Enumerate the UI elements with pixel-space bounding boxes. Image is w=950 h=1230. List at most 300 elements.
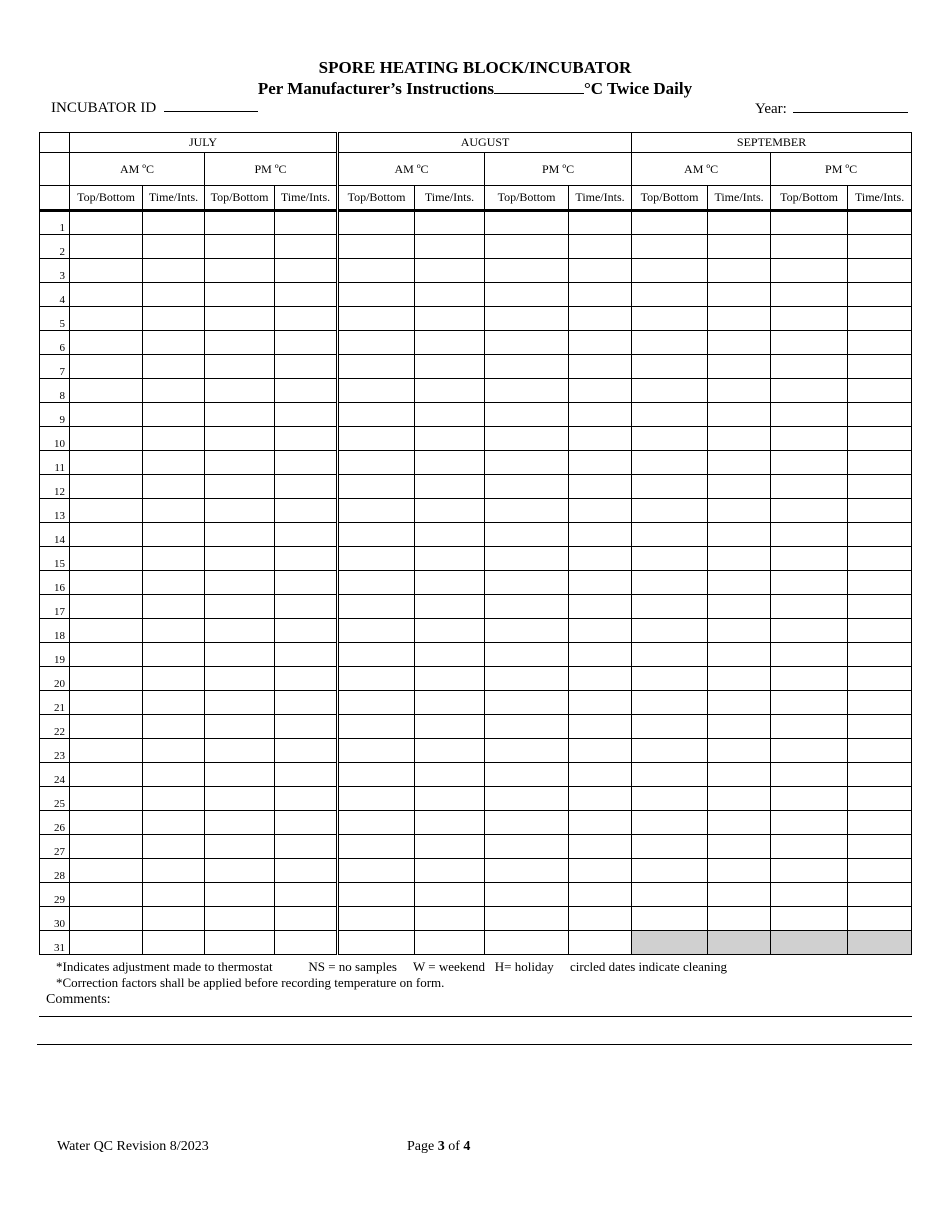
entry-cell[interactable] bbox=[485, 427, 569, 451]
entry-cell[interactable] bbox=[485, 331, 569, 355]
entry-cell[interactable] bbox=[205, 667, 275, 691]
entry-cell[interactable] bbox=[415, 691, 485, 715]
entry-cell[interactable] bbox=[143, 931, 205, 955]
entry-cell[interactable] bbox=[275, 331, 338, 355]
entry-cell[interactable] bbox=[771, 475, 848, 499]
entry-cell[interactable] bbox=[143, 595, 205, 619]
entry-cell[interactable] bbox=[415, 403, 485, 427]
entry-cell[interactable] bbox=[338, 403, 415, 427]
entry-cell[interactable] bbox=[771, 211, 848, 235]
entry-cell[interactable] bbox=[338, 259, 415, 283]
entry-cell[interactable] bbox=[70, 427, 143, 451]
entry-cell[interactable] bbox=[708, 763, 771, 787]
entry-cell[interactable] bbox=[143, 451, 205, 475]
entry-cell[interactable] bbox=[632, 715, 708, 739]
entry-cell[interactable] bbox=[205, 379, 275, 403]
entry-cell[interactable] bbox=[708, 859, 771, 883]
entry-cell[interactable] bbox=[143, 235, 205, 259]
entry-cell[interactable] bbox=[708, 835, 771, 859]
entry-cell[interactable] bbox=[205, 811, 275, 835]
entry-cell[interactable] bbox=[143, 763, 205, 787]
entry-cell[interactable] bbox=[569, 475, 632, 499]
entry-cell[interactable] bbox=[569, 451, 632, 475]
entry-cell[interactable] bbox=[205, 595, 275, 619]
entry-cell[interactable] bbox=[569, 691, 632, 715]
entry-cell[interactable] bbox=[848, 667, 912, 691]
entry-cell[interactable] bbox=[485, 523, 569, 547]
entry-cell[interactable] bbox=[569, 403, 632, 427]
entry-cell[interactable] bbox=[205, 787, 275, 811]
entry-cell[interactable] bbox=[848, 451, 912, 475]
entry-cell[interactable] bbox=[70, 907, 143, 931]
entry-cell[interactable] bbox=[485, 211, 569, 235]
entry-cell[interactable] bbox=[205, 547, 275, 571]
entry-cell[interactable] bbox=[708, 883, 771, 907]
entry-cell[interactable] bbox=[485, 763, 569, 787]
entry-cell[interactable] bbox=[848, 259, 912, 283]
entry-cell[interactable] bbox=[70, 859, 143, 883]
entry-cell[interactable] bbox=[143, 355, 205, 379]
entry-cell[interactable] bbox=[70, 715, 143, 739]
entry-cell[interactable] bbox=[708, 355, 771, 379]
entry-cell[interactable] bbox=[143, 811, 205, 835]
entry-cell[interactable] bbox=[771, 235, 848, 259]
entry-cell[interactable] bbox=[70, 235, 143, 259]
entry-cell[interactable] bbox=[143, 883, 205, 907]
entry-cell[interactable] bbox=[70, 571, 143, 595]
entry-cell[interactable] bbox=[848, 403, 912, 427]
entry-cell[interactable] bbox=[275, 451, 338, 475]
entry-cell[interactable] bbox=[275, 643, 338, 667]
entry-cell[interactable] bbox=[143, 859, 205, 883]
entry-cell[interactable] bbox=[275, 211, 338, 235]
entry-cell[interactable] bbox=[848, 715, 912, 739]
entry-cell[interactable] bbox=[708, 571, 771, 595]
entry-cell[interactable] bbox=[275, 739, 338, 763]
entry-cell[interactable] bbox=[708, 523, 771, 547]
entry-cell[interactable] bbox=[415, 547, 485, 571]
entry-cell[interactable] bbox=[205, 499, 275, 523]
entry-cell[interactable] bbox=[205, 739, 275, 763]
entry-cell[interactable] bbox=[338, 283, 415, 307]
entry-cell[interactable] bbox=[848, 691, 912, 715]
entry-cell[interactable] bbox=[70, 643, 143, 667]
entry-cell[interactable] bbox=[70, 403, 143, 427]
entry-cell[interactable] bbox=[708, 691, 771, 715]
entry-cell[interactable] bbox=[275, 835, 338, 859]
entry-cell[interactable] bbox=[70, 211, 143, 235]
entry-cell[interactable] bbox=[771, 331, 848, 355]
entry-cell[interactable] bbox=[848, 787, 912, 811]
entry-cell[interactable] bbox=[569, 355, 632, 379]
entry-cell[interactable] bbox=[275, 619, 338, 643]
entry-cell[interactable] bbox=[275, 403, 338, 427]
entry-cell[interactable] bbox=[338, 667, 415, 691]
entry-cell[interactable] bbox=[70, 691, 143, 715]
entry-cell[interactable] bbox=[143, 403, 205, 427]
entry-cell[interactable] bbox=[205, 283, 275, 307]
entry-cell[interactable] bbox=[143, 499, 205, 523]
entry-cell[interactable] bbox=[338, 331, 415, 355]
entry-cell[interactable] bbox=[485, 907, 569, 931]
entry-cell[interactable] bbox=[143, 739, 205, 763]
entry-cell[interactable] bbox=[415, 427, 485, 451]
entry-cell[interactable] bbox=[275, 379, 338, 403]
entry-cell[interactable] bbox=[632, 571, 708, 595]
entry-cell[interactable] bbox=[275, 715, 338, 739]
entry-cell[interactable] bbox=[70, 883, 143, 907]
entry-cell[interactable] bbox=[632, 547, 708, 571]
entry-cell[interactable] bbox=[415, 787, 485, 811]
entry-cell[interactable] bbox=[485, 715, 569, 739]
entry-cell[interactable] bbox=[205, 355, 275, 379]
entry-cell[interactable] bbox=[70, 763, 143, 787]
entry-cell[interactable] bbox=[70, 523, 143, 547]
entry-cell[interactable] bbox=[632, 259, 708, 283]
entry-cell[interactable] bbox=[415, 283, 485, 307]
entry-cell[interactable] bbox=[338, 451, 415, 475]
entry-cell[interactable] bbox=[569, 283, 632, 307]
comments-line-2[interactable] bbox=[37, 1044, 912, 1045]
entry-cell[interactable] bbox=[275, 595, 338, 619]
entry-cell[interactable] bbox=[569, 763, 632, 787]
entry-cell[interactable] bbox=[485, 403, 569, 427]
entry-cell[interactable] bbox=[632, 619, 708, 643]
entry-cell[interactable] bbox=[205, 835, 275, 859]
entry-cell[interactable] bbox=[632, 691, 708, 715]
entry-cell[interactable] bbox=[415, 619, 485, 643]
entry-cell[interactable] bbox=[569, 523, 632, 547]
entry-cell[interactable] bbox=[415, 355, 485, 379]
entry-cell[interactable] bbox=[771, 427, 848, 451]
entry-cell[interactable] bbox=[569, 331, 632, 355]
entry-cell[interactable] bbox=[275, 499, 338, 523]
entry-cell[interactable] bbox=[415, 715, 485, 739]
entry-cell[interactable] bbox=[771, 451, 848, 475]
entry-cell[interactable] bbox=[485, 571, 569, 595]
entry-cell[interactable] bbox=[632, 307, 708, 331]
entry-cell[interactable] bbox=[708, 787, 771, 811]
entry-cell[interactable] bbox=[771, 643, 848, 667]
entry-cell[interactable] bbox=[848, 235, 912, 259]
entry-cell[interactable] bbox=[275, 283, 338, 307]
entry-cell[interactable] bbox=[632, 355, 708, 379]
entry-cell[interactable] bbox=[771, 547, 848, 571]
entry-cell[interactable] bbox=[848, 331, 912, 355]
entry-cell[interactable] bbox=[205, 427, 275, 451]
entry-cell[interactable] bbox=[338, 427, 415, 451]
incubator-id-blank[interactable] bbox=[164, 99, 258, 112]
entry-cell[interactable] bbox=[708, 739, 771, 763]
entry-cell[interactable] bbox=[415, 235, 485, 259]
entry-cell[interactable] bbox=[275, 907, 338, 931]
entry-cell[interactable] bbox=[569, 667, 632, 691]
entry-cell[interactable] bbox=[338, 307, 415, 331]
entry-cell[interactable] bbox=[708, 451, 771, 475]
entry-cell[interactable] bbox=[771, 619, 848, 643]
entry-cell[interactable] bbox=[708, 283, 771, 307]
entry-cell[interactable] bbox=[708, 499, 771, 523]
entry-cell[interactable] bbox=[415, 523, 485, 547]
entry-cell[interactable] bbox=[275, 307, 338, 331]
entry-cell[interactable] bbox=[569, 211, 632, 235]
entry-cell[interactable] bbox=[848, 475, 912, 499]
entry-cell[interactable] bbox=[771, 571, 848, 595]
entry-cell[interactable] bbox=[848, 835, 912, 859]
entry-cell[interactable] bbox=[569, 235, 632, 259]
entry-cell[interactable] bbox=[275, 259, 338, 283]
entry-cell[interactable] bbox=[70, 307, 143, 331]
entry-cell[interactable] bbox=[485, 691, 569, 715]
entry-cell[interactable] bbox=[70, 451, 143, 475]
entry-cell[interactable] bbox=[708, 379, 771, 403]
entry-cell[interactable] bbox=[338, 763, 415, 787]
entry-cell[interactable] bbox=[771, 691, 848, 715]
entry-cell[interactable] bbox=[275, 523, 338, 547]
entry-cell[interactable] bbox=[415, 571, 485, 595]
entry-cell[interactable] bbox=[569, 811, 632, 835]
entry-cell[interactable] bbox=[143, 523, 205, 547]
entry-cell[interactable] bbox=[143, 283, 205, 307]
entry-cell[interactable] bbox=[708, 811, 771, 835]
entry-cell[interactable] bbox=[338, 787, 415, 811]
entry-cell[interactable] bbox=[708, 667, 771, 691]
entry-cell[interactable] bbox=[848, 523, 912, 547]
entry-cell[interactable] bbox=[569, 427, 632, 451]
entry-cell[interactable] bbox=[771, 283, 848, 307]
entry-cell[interactable] bbox=[205, 259, 275, 283]
entry-cell[interactable] bbox=[485, 739, 569, 763]
entry-cell[interactable] bbox=[708, 235, 771, 259]
entry-cell[interactable] bbox=[771, 739, 848, 763]
entry-cell[interactable] bbox=[708, 403, 771, 427]
entry-cell[interactable] bbox=[205, 931, 275, 955]
entry-cell[interactable] bbox=[632, 331, 708, 355]
entry-cell[interactable] bbox=[569, 787, 632, 811]
entry-cell[interactable] bbox=[275, 811, 338, 835]
entry-cell[interactable] bbox=[632, 499, 708, 523]
entry-cell[interactable] bbox=[569, 571, 632, 595]
entry-cell[interactable] bbox=[632, 523, 708, 547]
entry-cell[interactable] bbox=[632, 427, 708, 451]
entry-cell[interactable] bbox=[485, 259, 569, 283]
entry-cell[interactable] bbox=[848, 739, 912, 763]
entry-cell[interactable] bbox=[632, 667, 708, 691]
entry-cell[interactable] bbox=[205, 235, 275, 259]
entry-cell[interactable] bbox=[485, 835, 569, 859]
entry-cell[interactable] bbox=[485, 883, 569, 907]
entry-cell[interactable] bbox=[275, 355, 338, 379]
entry-cell[interactable] bbox=[415, 331, 485, 355]
entry-cell[interactable] bbox=[569, 931, 632, 955]
entry-cell[interactable] bbox=[205, 619, 275, 643]
entry-cell[interactable] bbox=[771, 859, 848, 883]
entry-cell[interactable] bbox=[143, 427, 205, 451]
entry-cell[interactable] bbox=[485, 379, 569, 403]
entry-cell[interactable] bbox=[338, 739, 415, 763]
entry-cell[interactable] bbox=[708, 595, 771, 619]
entry-cell[interactable] bbox=[275, 787, 338, 811]
entry-cell[interactable] bbox=[632, 379, 708, 403]
entry-cell[interactable] bbox=[205, 643, 275, 667]
entry-cell[interactable] bbox=[632, 907, 708, 931]
entry-cell[interactable] bbox=[143, 907, 205, 931]
entry-cell[interactable] bbox=[708, 547, 771, 571]
entry-cell[interactable] bbox=[338, 883, 415, 907]
entry-cell[interactable] bbox=[708, 643, 771, 667]
entry-cell[interactable] bbox=[771, 787, 848, 811]
entry-cell[interactable] bbox=[338, 235, 415, 259]
entry-cell[interactable] bbox=[415, 499, 485, 523]
entry-cell[interactable] bbox=[275, 547, 338, 571]
entry-cell[interactable] bbox=[632, 859, 708, 883]
entry-cell[interactable] bbox=[338, 595, 415, 619]
entry-cell[interactable] bbox=[70, 259, 143, 283]
entry-cell[interactable] bbox=[143, 835, 205, 859]
entry-cell[interactable] bbox=[485, 451, 569, 475]
entry-cell[interactable] bbox=[415, 595, 485, 619]
entry-cell[interactable] bbox=[708, 259, 771, 283]
entry-cell[interactable] bbox=[338, 691, 415, 715]
entry-cell[interactable] bbox=[708, 427, 771, 451]
entry-cell[interactable] bbox=[569, 547, 632, 571]
entry-cell[interactable] bbox=[771, 907, 848, 931]
entry-cell[interactable] bbox=[485, 355, 569, 379]
entry-cell[interactable] bbox=[70, 931, 143, 955]
entry-cell[interactable] bbox=[415, 739, 485, 763]
entry-cell[interactable] bbox=[708, 907, 771, 931]
entry-cell[interactable] bbox=[569, 835, 632, 859]
entry-cell[interactable] bbox=[771, 595, 848, 619]
entry-cell[interactable] bbox=[771, 307, 848, 331]
entry-cell[interactable] bbox=[848, 499, 912, 523]
entry-cell[interactable] bbox=[632, 211, 708, 235]
entry-cell[interactable] bbox=[275, 931, 338, 955]
entry-cell[interactable] bbox=[771, 835, 848, 859]
entry-cell[interactable] bbox=[275, 571, 338, 595]
entry-cell[interactable] bbox=[415, 475, 485, 499]
entry-cell[interactable] bbox=[632, 403, 708, 427]
entry-cell[interactable] bbox=[708, 331, 771, 355]
entry-cell[interactable] bbox=[485, 619, 569, 643]
entry-cell[interactable] bbox=[143, 331, 205, 355]
entry-cell[interactable] bbox=[143, 643, 205, 667]
entry-cell[interactable] bbox=[569, 595, 632, 619]
entry-cell[interactable] bbox=[485, 787, 569, 811]
entry-cell[interactable] bbox=[338, 835, 415, 859]
entry-cell[interactable] bbox=[771, 667, 848, 691]
entry-cell[interactable] bbox=[632, 595, 708, 619]
entry-cell[interactable] bbox=[632, 811, 708, 835]
entry-cell[interactable] bbox=[632, 883, 708, 907]
entry-cell[interactable] bbox=[338, 643, 415, 667]
entry-cell[interactable] bbox=[848, 595, 912, 619]
entry-cell[interactable] bbox=[708, 619, 771, 643]
temperature-blank[interactable] bbox=[494, 79, 584, 94]
entry-cell[interactable] bbox=[632, 451, 708, 475]
entry-cell[interactable] bbox=[338, 499, 415, 523]
entry-cell[interactable] bbox=[848, 307, 912, 331]
entry-cell[interactable] bbox=[143, 307, 205, 331]
entry-cell[interactable] bbox=[848, 643, 912, 667]
entry-cell[interactable] bbox=[415, 763, 485, 787]
entry-cell[interactable] bbox=[848, 883, 912, 907]
entry-cell[interactable] bbox=[632, 283, 708, 307]
entry-cell[interactable] bbox=[485, 475, 569, 499]
entry-cell[interactable] bbox=[632, 835, 708, 859]
comments-line-1[interactable] bbox=[39, 1016, 912, 1017]
entry-cell[interactable] bbox=[143, 619, 205, 643]
entry-cell[interactable] bbox=[70, 547, 143, 571]
entry-cell[interactable] bbox=[485, 235, 569, 259]
entry-cell[interactable] bbox=[771, 715, 848, 739]
entry-cell[interactable] bbox=[569, 619, 632, 643]
entry-cell[interactable] bbox=[569, 379, 632, 403]
entry-cell[interactable] bbox=[415, 643, 485, 667]
entry-cell[interactable] bbox=[205, 403, 275, 427]
entry-cell[interactable] bbox=[70, 667, 143, 691]
entry-cell[interactable] bbox=[205, 211, 275, 235]
entry-cell[interactable] bbox=[275, 427, 338, 451]
entry-cell[interactable] bbox=[569, 907, 632, 931]
entry-cell[interactable] bbox=[415, 811, 485, 835]
entry-cell[interactable] bbox=[338, 859, 415, 883]
entry-cell[interactable] bbox=[632, 643, 708, 667]
entry-cell[interactable] bbox=[569, 739, 632, 763]
entry-cell[interactable] bbox=[485, 667, 569, 691]
entry-cell[interactable] bbox=[569, 307, 632, 331]
entry-cell[interactable] bbox=[848, 907, 912, 931]
entry-cell[interactable] bbox=[708, 715, 771, 739]
entry-cell[interactable] bbox=[415, 451, 485, 475]
entry-cell[interactable] bbox=[415, 307, 485, 331]
entry-cell[interactable] bbox=[415, 859, 485, 883]
entry-cell[interactable] bbox=[338, 475, 415, 499]
entry-cell[interactable] bbox=[70, 475, 143, 499]
entry-cell[interactable] bbox=[569, 859, 632, 883]
entry-cell[interactable] bbox=[275, 763, 338, 787]
entry-cell[interactable] bbox=[569, 259, 632, 283]
entry-cell[interactable] bbox=[143, 211, 205, 235]
entry-cell[interactable] bbox=[205, 859, 275, 883]
entry-cell[interactable] bbox=[70, 379, 143, 403]
entry-cell[interactable] bbox=[771, 763, 848, 787]
entry-cell[interactable] bbox=[632, 235, 708, 259]
entry-cell[interactable] bbox=[415, 883, 485, 907]
entry-cell[interactable] bbox=[771, 523, 848, 547]
entry-cell[interactable] bbox=[205, 715, 275, 739]
entry-cell[interactable] bbox=[338, 547, 415, 571]
entry-cell[interactable] bbox=[338, 619, 415, 643]
entry-cell[interactable] bbox=[569, 499, 632, 523]
entry-cell[interactable] bbox=[205, 883, 275, 907]
entry-cell[interactable] bbox=[569, 643, 632, 667]
entry-cell[interactable] bbox=[338, 811, 415, 835]
entry-cell[interactable] bbox=[143, 787, 205, 811]
entry-cell[interactable] bbox=[70, 811, 143, 835]
entry-cell[interactable] bbox=[205, 571, 275, 595]
entry-cell[interactable] bbox=[143, 547, 205, 571]
entry-cell[interactable] bbox=[708, 307, 771, 331]
entry-cell[interactable] bbox=[415, 931, 485, 955]
entry-cell[interactable] bbox=[275, 691, 338, 715]
entry-cell[interactable] bbox=[338, 715, 415, 739]
entry-cell[interactable] bbox=[205, 331, 275, 355]
entry-cell[interactable] bbox=[205, 475, 275, 499]
entry-cell[interactable] bbox=[848, 571, 912, 595]
entry-cell[interactable] bbox=[70, 595, 143, 619]
entry-cell[interactable] bbox=[415, 907, 485, 931]
